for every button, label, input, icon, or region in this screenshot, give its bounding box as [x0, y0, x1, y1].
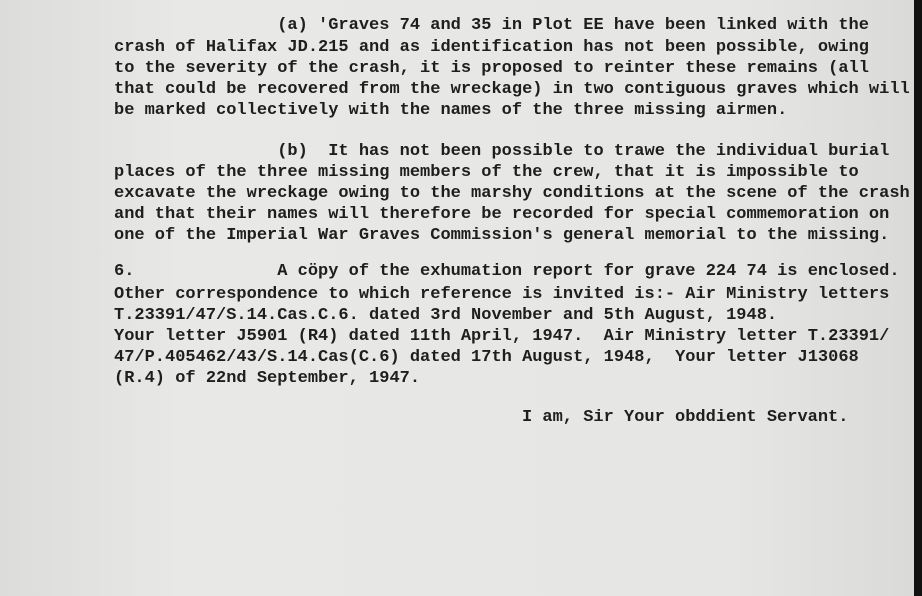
paragraph-6-line: T.23391/47/S.14.Cas.C.6. dated 3rd November and 5th August, 1948.	[114, 306, 778, 325]
paragraph-a-line: be marked collectively with the names of the three missing airmen.	[114, 101, 788, 120]
paragraph-a-line: (a) 'Graves 74 and 35 in Plot EE have been linked with the	[114, 16, 869, 35]
paragraph-6-line: Your letter J5901 (R4) dated 11th April, 1947. Air Ministry letter T.23391/	[114, 327, 890, 346]
paragraph-b-line: and that their names will therefore be recorded for special commemoration on	[114, 205, 890, 224]
paragraph-a-line: that could be recovered from the wreckage) in two contiguous graves which will	[114, 80, 910, 99]
page-edge	[914, 0, 922, 596]
paragraph-b-line: excavate the wreckage owing to the marshy conditions at the scene of the crash	[114, 184, 910, 203]
closing-line: I am, Sir Your obddient Servant.	[522, 408, 849, 427]
paragraph-6-line: 6. A cöpy of the exhumation report for grave 224 74 is enclosed.	[114, 262, 900, 281]
paragraph-6-line: (R.4) of 22nd September, 1947.	[114, 369, 421, 388]
paragraph-b-line: places of the three missing members of the crew, that it is impossible to	[114, 163, 859, 182]
paragraph-a-line: to the severity of the crash, it is proposed to reinter these remains (all	[114, 59, 869, 78]
paragraph-b-line: (b) It has not been possible to trawe the individual burial	[114, 142, 890, 161]
paragraph-6-line: 47/P.405462/43/S.14.Cas(C.6) dated 17th August, 1948, Your letter J13068	[114, 348, 859, 367]
paragraph-a-line: crash of Halifax JD.215 and as identification has not been possible, owing	[114, 38, 869, 57]
paragraph-6-line: Other correspondence to which reference is invited is:- Air Ministry letters	[114, 285, 890, 304]
paragraph-b-line: one of the Imperial War Graves Commission's general memorial to the missing.	[114, 226, 890, 245]
